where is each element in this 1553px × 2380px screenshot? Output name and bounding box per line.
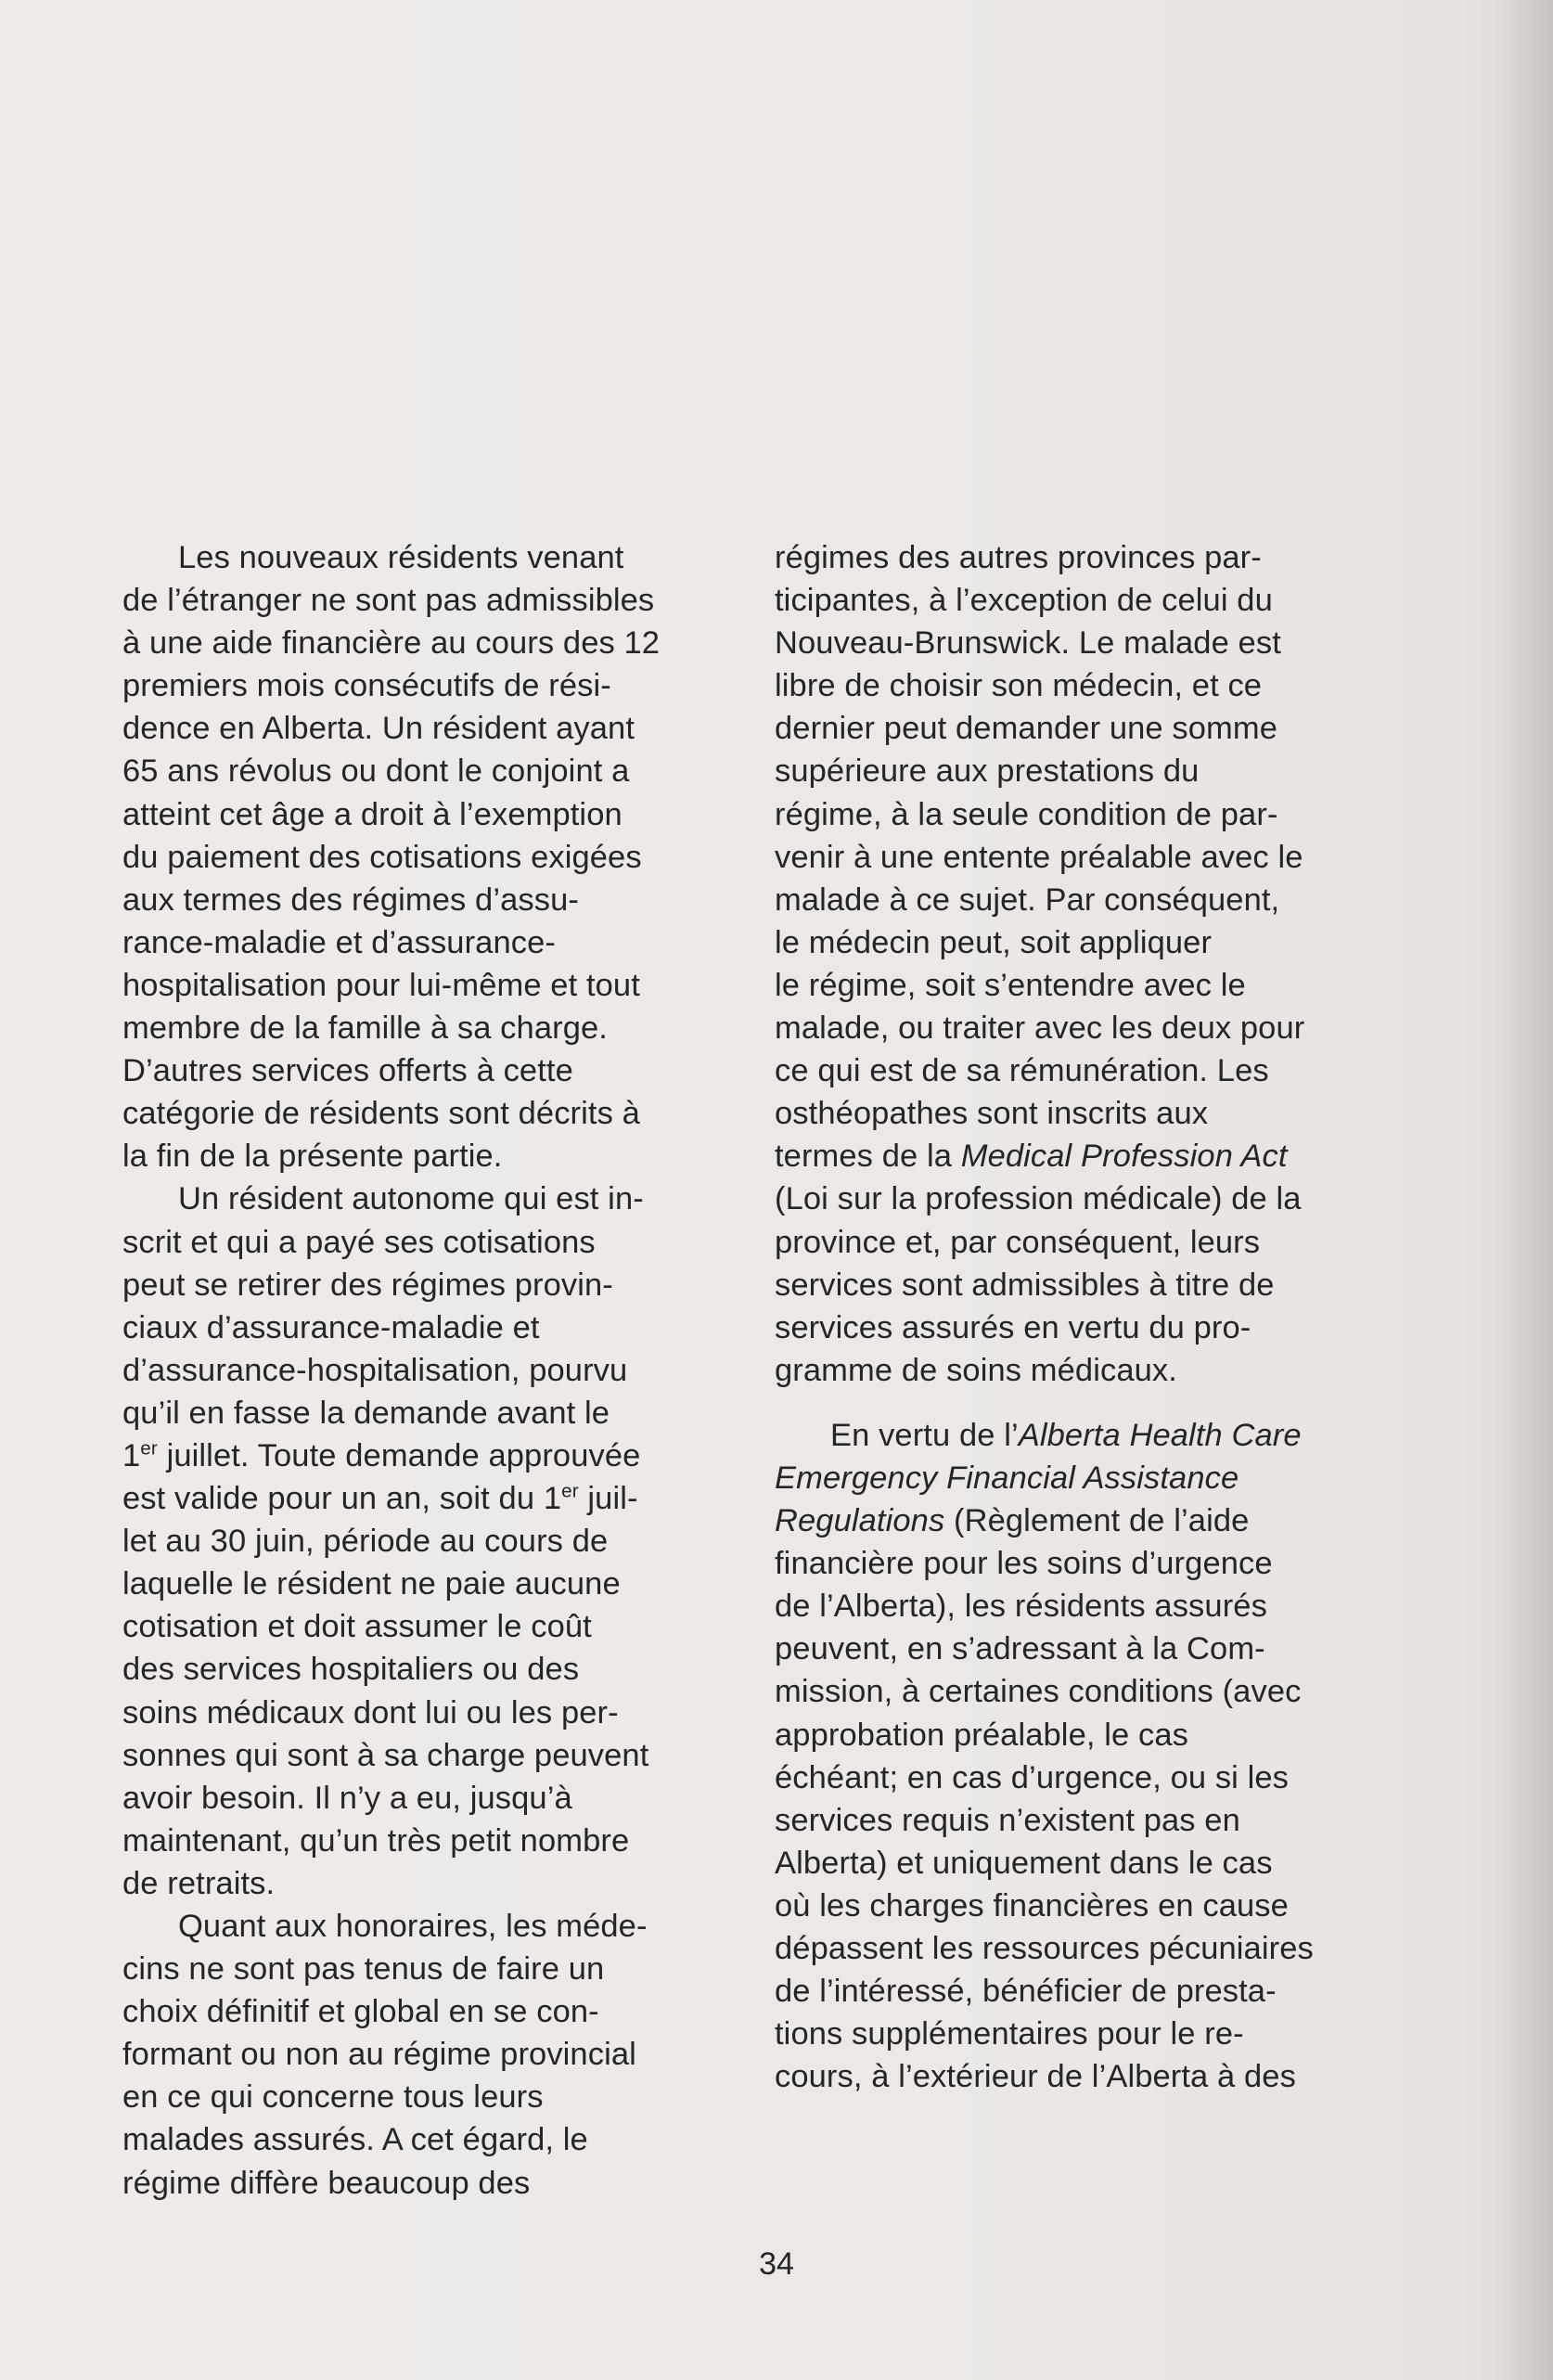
paragraph-fees [122,1905,744,2205]
text-line: services assurés en vertu du pro- [775,1309,1251,1345]
text-line: malades assurés. A cet égard, le [122,2122,588,2158]
text-line: du paiement des cotisations exigées [122,839,642,875]
date-number: 1 [543,1481,562,1517]
regulation-title-italic: Regulations [775,1503,945,1539]
text-line [122,1477,744,1520]
text-line: cotisation et doit assumer le coût [122,1609,592,1645]
text-line: malade, ou traiter avec les deux pour [775,1010,1305,1047]
text-line: où les charges financières en cause [775,1887,1289,1923]
text-line: cours, à l’extérieur de l’Alberta à des [775,2059,1296,2095]
text-line: de l’intéressé, bénéficier de presta- [775,1974,1277,2010]
text-line: supérieure aux prestations du [775,753,1200,790]
text-line: premiers mois consécutifs de rési- [122,668,611,704]
text-line: venir à une entente préalable avec le [775,839,1303,875]
act-title-italic: Medical Profession Act [960,1139,1288,1175]
text-line: Alberta) et uniquement dans le cas [775,1845,1273,1881]
text-line: catégorie de résidents sont décrits à [122,1096,640,1132]
text-fragment: juil- [578,1481,638,1517]
text-line [775,1414,1387,1457]
text-line: osthéopathes sont inscrits aux [775,1096,1209,1132]
text-line: ce qui est de sa rémunération. Les [775,1053,1269,1089]
text-line: Nouveau-Brunswick. Le malade est [775,625,1281,662]
text-line: malade à ce sujet. Par conséquent, [775,881,1280,918]
page-binding-shadow [1501,0,1553,2380]
left-text-column [122,536,744,2205]
text-line: services sont admissibles à titre de [775,1267,1275,1303]
text-line: la fin de la présente partie. [122,1139,503,1175]
text-line: de retraits. [122,1865,276,1901]
text-line: province et, par conséquent, leurs [775,1224,1261,1260]
text-line: d’assurance-hospitalisation, pourvu [122,1352,628,1388]
text-line: régime, à la seule condition de par- [775,796,1278,832]
text-line: à une aide financière au cours des 12 [122,625,661,662]
text-line: qu’il en fasse la demande avant le [122,1395,610,1431]
text-line [775,1135,1387,1177]
text-line: D’autres services offerts à cette [122,1053,573,1089]
text-fragment: termes de la [775,1139,961,1175]
text-line [775,1499,1387,1542]
text-line: rance-maladie et d’assurance- [122,924,556,960]
text-line: Un résident autonome qui est in- [178,1181,644,1217]
text-line: le régime, soit s’entendre avec le [775,967,1246,1003]
text-line [122,1434,744,1477]
text-line: choix définitif et global en se con- [122,1994,599,2030]
text-fragment: (Règlement de l’aide [944,1503,1250,1539]
text-line: services requis n’existent pas en [775,1802,1240,1838]
text-line: sonnes qui sont à sa charge peuvent [122,1737,649,1773]
text-line: maintenant, qu’un très petit nombre [122,1822,630,1859]
text-line: financière pour les soins d’urgence [775,1546,1273,1582]
text-line: formant ou non au régime provincial [122,2037,636,2073]
text-line: Les nouveaux résidents venant [178,540,624,575]
text-fragment: est valide pour un an, soit du [122,1481,544,1517]
text-line: (Loi sur la profession médicale) de la [775,1181,1302,1217]
text-line: échéant; en cas d’urgence, ou si les [775,1759,1290,1795]
text-line: tions supplémentaires pour le re- [775,2016,1244,2052]
date-number: 1 [122,1437,141,1473]
text-line: dépassent les ressources pécuniaires [775,1931,1314,1966]
text-line: peut se retirer des régimes provin- [122,1267,613,1303]
paragraph-other-provinces [775,536,1387,1392]
text-line: let au 30 juin, période au cours de [122,1524,609,1560]
text-line: dence en Alberta. Un résident ayant [122,711,635,747]
paragraph-emergency-assistance [775,1414,1387,2099]
text-line: régime diffère beaucoup des [122,2165,531,2201]
text-line: de l’étranger ne sont pas admissibles [122,583,655,619]
page-number: 34 [759,2246,794,2282]
text-line: peuvent, en s’adressant à la Com- [775,1631,1265,1667]
paragraph-gap [775,1392,1387,1414]
text-line: dernier peut demander une somme [775,711,1277,747]
paragraph-self-employed-resident [122,1177,744,1905]
text-line: le médecin peut, soit appliquer [775,924,1213,960]
text-line: aux termes des régimes d’assu- [122,881,579,918]
text-line: libre de choisir son médecin, et ce [775,668,1263,704]
text-line: membre de la famille à sa charge. [122,1010,608,1047]
text-line: de l’Alberta), les résidents assurés [775,1589,1267,1625]
text-line: atteint cet âge a droit à l’exemption [122,796,622,832]
text-line: 65 ans révolus ou dont le conjoint a [122,753,630,790]
text-line: cins ne sont pas tenus de faire un [122,1951,605,1988]
text-line: soins médicaux dont lui ou les per- [122,1694,619,1730]
text-line: hospitalisation pour lui-même et tout [122,967,640,1003]
right-text-column [775,536,1387,2098]
text-line: ticipantes, à l’exception de celui du [775,583,1273,619]
text-fragment: En vertu de l’ [830,1417,1019,1453]
text-line: ciaux d’assurance-maladie et [122,1309,540,1345]
ordinal-superscript: er [561,1480,579,1502]
paragraph-new-residents [122,536,744,1177]
text-line: régimes des autres provinces par- [775,540,1262,575]
regulation-title-italic: Emergency Financial Assistance [775,1460,1239,1496]
text-line: approbation préalable, le cas [775,1717,1188,1753]
text-line: laquelle le résident ne paie aucune [122,1566,621,1602]
text-fragment: juillet. Toute demande approuvée [157,1437,641,1473]
text-line: gramme de soins médicaux. [775,1352,1177,1388]
text-line: avoir besoin. Il n’y a eu, jusqu’à [122,1780,572,1816]
text-line: des services hospitaliers ou des [122,1652,580,1688]
text-line: scrit et qui a payé ses cotisations [122,1224,596,1260]
ordinal-superscript: er [140,1437,158,1460]
text-line: mission, à certaines conditions (avec [775,1674,1302,1710]
text-line: Quant aux honoraires, les méde- [178,1909,648,1944]
regulation-title-italic: Alberta Health Care [1018,1417,1302,1453]
text-line: en ce qui concerne tous leurs [122,2079,544,2116]
